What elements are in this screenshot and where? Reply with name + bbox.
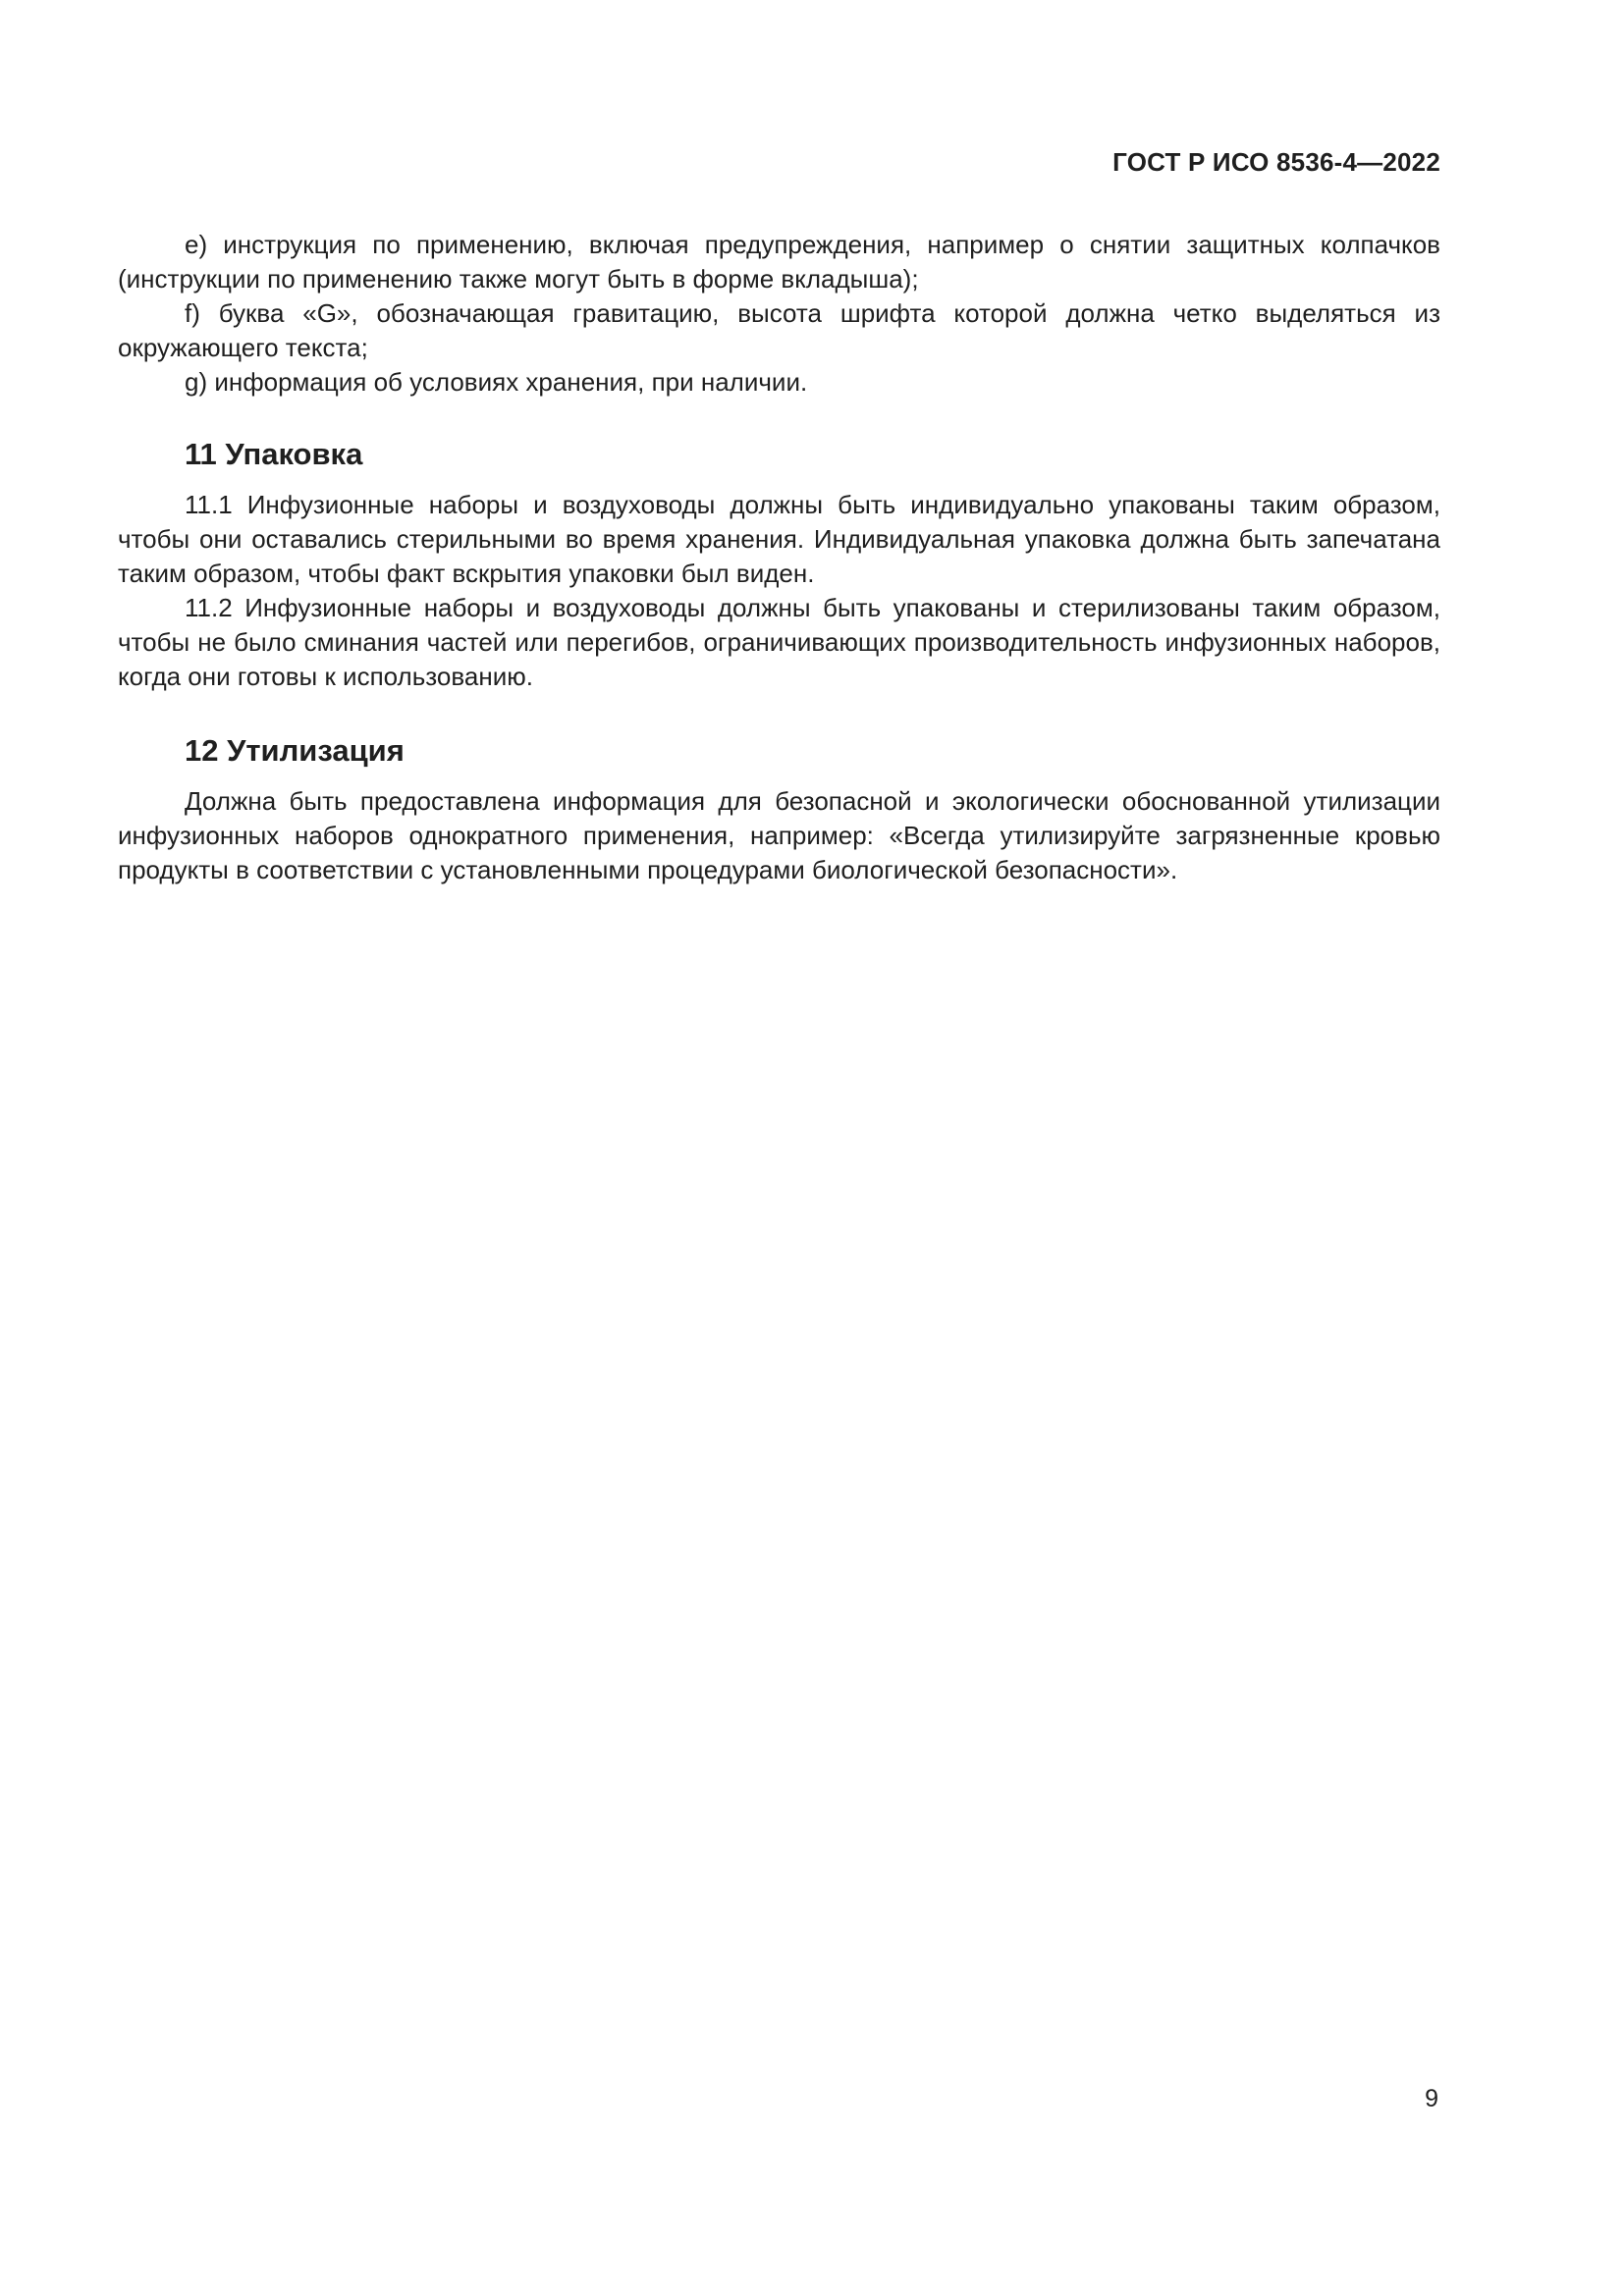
- list-item-g: g) информация об условиях хранения, при наличии.: [185, 367, 808, 397]
- list-item-f: f) буква «G», обозначающая гравитацию, высота шрифта которой должна четко выделяться из окружающего текста;: [118, 298, 1440, 362]
- section-11-heading: 11 Упаковка: [185, 437, 363, 471]
- standard-designation-header: ГОСТ Р ИСО 8536-4—2022: [1112, 147, 1440, 177]
- page-number: 9: [1425, 2085, 1438, 2112]
- list-continuation: [118, 228, 1440, 400]
- list-item-e: e) инструкция по применению, включая предупреждения, например о снятии защитных колпачков (инструкции по применению также могут быть в форме вкладыша);: [118, 230, 1440, 294]
- paragraph-11-2: 11.2 Инфузионные наборы и воздуховоды должны быть упакованы и стерилизованы таким образом, чтобы не было сминания частей или перегибов, ограничивающих производительность инфузионных наборов, когда они готовы к использованию.: [118, 593, 1440, 691]
- page-content: [118, 228, 1440, 887]
- paragraph-12: Должна быть предоставлена информация для безопасной и экологически обоснованной утилизации инфузионных наборов однократного применения, например: «Всегда утилизируйте загрязненные кровью продукты в соответствии с установленными процедурами биологической безопасности».: [118, 786, 1440, 884]
- paragraph-11-1: 11.1 Инфузионные наборы и воздуховоды должны быть индивидуально упакованы таким образом, чтобы они оставались стерильными во время хранения. Индивидуальная упаковка должна быть запечатана таким образом, чтобы факт вскрытия упаковки был виден.: [118, 490, 1440, 588]
- section-12-heading: 12 Утилизация: [185, 733, 405, 768]
